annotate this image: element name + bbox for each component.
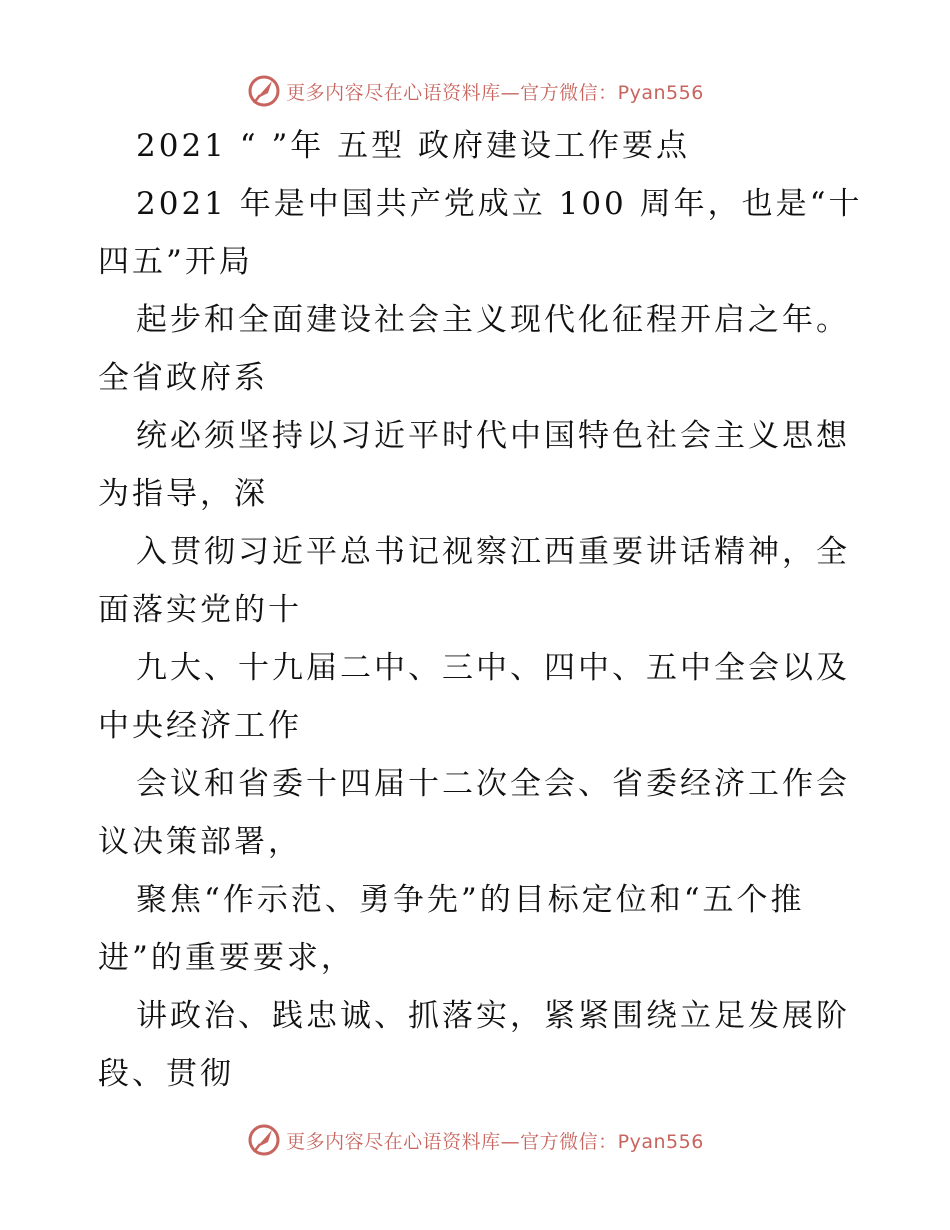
document-line: 为指导，深 xyxy=(98,476,268,512)
header-banner xyxy=(0,71,950,111)
document-line: 九大、十九届二中、三中、四中、五中全会以及 xyxy=(136,650,850,686)
footer-banner-text: 更多内容尽在心语资料库—官方微信：Pyan556 xyxy=(286,1130,704,1153)
document-line: 起步和全面建设社会主义现代化征程开启之年。 xyxy=(136,302,850,338)
footer-banner xyxy=(0,1120,950,1160)
document-line: 中央经济工作 xyxy=(98,708,302,744)
document-line: 2021 年是中国共产党成立 100 周年，也是“十 xyxy=(136,186,863,222)
document-line: 面落实党的十 xyxy=(98,592,302,628)
document-line: 全省政府系 xyxy=(98,360,268,396)
document-line: 四五”开局 xyxy=(98,244,253,280)
document-line: 2021 “ ”年 五型 政府建设工作要点 xyxy=(136,128,691,164)
document-line: 统必须坚持以习近平时代中国特色社会主义思想 xyxy=(136,418,850,454)
document-line: 议决策部署， xyxy=(98,824,302,860)
quill-pen-logo-icon xyxy=(246,73,282,109)
document-line: 会议和省委十四届十二次全会、省委经济工作会 xyxy=(136,766,850,802)
document-line: 段、贯彻 xyxy=(98,1056,234,1092)
document-line: 入贯彻习近平总书记视察江西重要讲话精神，全 xyxy=(136,534,850,570)
quill-pen-logo-icon xyxy=(246,1122,282,1158)
document-line: 进”的重要要求， xyxy=(98,940,355,976)
document-line: 讲政治、践忠诚、抓落实，紧紧围绕立足发展阶 xyxy=(136,998,850,1034)
document-body xyxy=(98,117,863,1103)
document-line: 聚焦“作示范、勇争先”的目标定位和“五个推 xyxy=(136,882,805,918)
header-banner-text: 更多内容尽在心语资料库—官方微信：Pyan556 xyxy=(286,81,704,104)
